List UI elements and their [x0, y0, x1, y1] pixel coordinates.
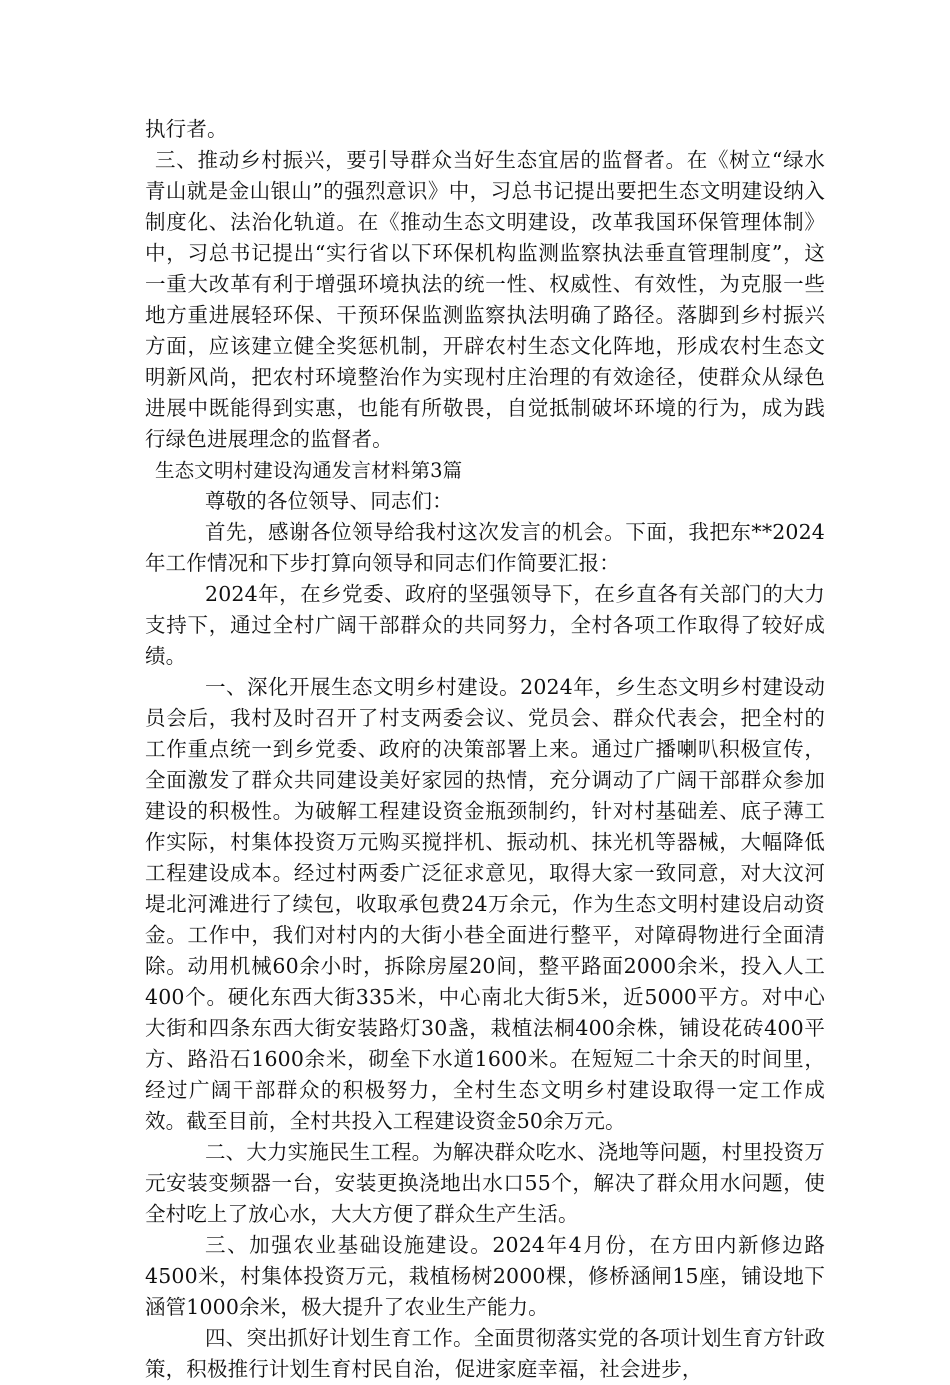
- paragraph-item-four: 四、突出抓好计划生育工作。全面贯彻落实党的各项计划生育方针政策，积极推行计划生育村民自治，促进家庭幸福，社会进步，: [145, 1326, 825, 1381]
- paragraph-item-one: 一、深化开展生态文明乡村建设。2024年，乡生态文明乡村建设动员会后，我村及时召开了村支两委会议、党员会、群众代表会，把全村的工作重点统一到乡党委、政府的决策部署上来。通过广播喇叭积极宣传，全面激发了群众共同建设美好家园的热情，充分调动了广阔干部群众参加建设的积极性。为破解工程建设资金瓶颈制约，针对村基础差、底子薄工作实际，村集体投资万元购买搅拌机、振动机、抹光机等器械，大幅降低工程建设成本。经过村两委广泛征求意见，取得大家一致同意，对大汶河堤北河滩进行了续包，收取承包费24万余元，作为生态文明村建设启动资金。工作中，我们对村内的大街小巷全面进行整平，对障碍物进行全面清除。动用机械60余小时，拆除房屋20间，整平路面2000余米，投入人工400个。硬化东西大街335米，中心南北大街5米，近5000平方。对中心大街和四条东西大街安装路灯30盏，栽植法桐400余株，铺设花砖400平方、路沿石1600余米，砌垒下水道1600米。在短短二十余天的时间里，经过广阔干部群众的积极努力，全村生态文明乡村建设取得一定工作成效。截至目前，全村共投入工程建设资金50余万元。: [145, 675, 825, 1133]
- salutation: 尊敬的各位领导、同志们：: [205, 489, 453, 513]
- document-body: [145, 114, 825, 1385]
- paragraph-opening: 首先，感谢各位领导给我村这次发言的机会。下面，我把东**2024年工作情况和下步打算向领导和同志们作简要汇报：: [145, 520, 825, 575]
- paragraph-item-three: 三、加强农业基础设施建设。2024年4月份，在方田内新修边路4500米，村集体投资万元，栽植杨树2000棵，修桥涵闸15座，铺设地下涵管1000余米，极大提升了农业生产能力。: [145, 1233, 825, 1319]
- section-title: 生态文明村建设沟通发言材料第3篇: [155, 459, 463, 482]
- paragraph-summary: 2024年，在乡党委、政府的坚强领导下，在乡直各有关部门的大力支持下，通过全村广阔干部群众的共同努力，全村各项工作取得了较好成绩。: [145, 582, 825, 668]
- paragraph-item-two: 二、大力实施民生工程。为解决群众吃水、浇地等问题，村里投资万元安装变频器一台，安装更换浇地出水口55个，解决了群众用水问题，使全村吃上了放心水，大大方便了群众生产生活。: [145, 1140, 825, 1226]
- paragraph-section-three-supervision: 三、推动乡村振兴，要引导群众当好生态宜居的监督者。在《树立“绿水青山就是金山银山”的强烈意识》中，习总书记提出要把生态文明建设纳入制度化、法治化轨道。在《推动生态文明建设，改革我国环保管理体制》中，习总书记提出“实行省以下环保机构监测监察执法垂直管理制度”，这一重大改革有利于增强环境执法的统一性、权威性、有效性，为克服一些地方重进展轻环保、干预环保监测监察执法明确了路径。落脚到乡村振兴方面，应该建立健全奖惩机制，开辟农村生态文化阵地，形成农村生态文明新风尚，把农村环境整治作为实现村庄治理的有效途径，使群众从绿色进展中既能得到实惠，也能有所敬畏，自觉抵制破坏环境的行为，成为践行绿色进展理念的监督者。: [145, 148, 825, 451]
- paragraph-continuation: 执行者。: [145, 117, 228, 141]
